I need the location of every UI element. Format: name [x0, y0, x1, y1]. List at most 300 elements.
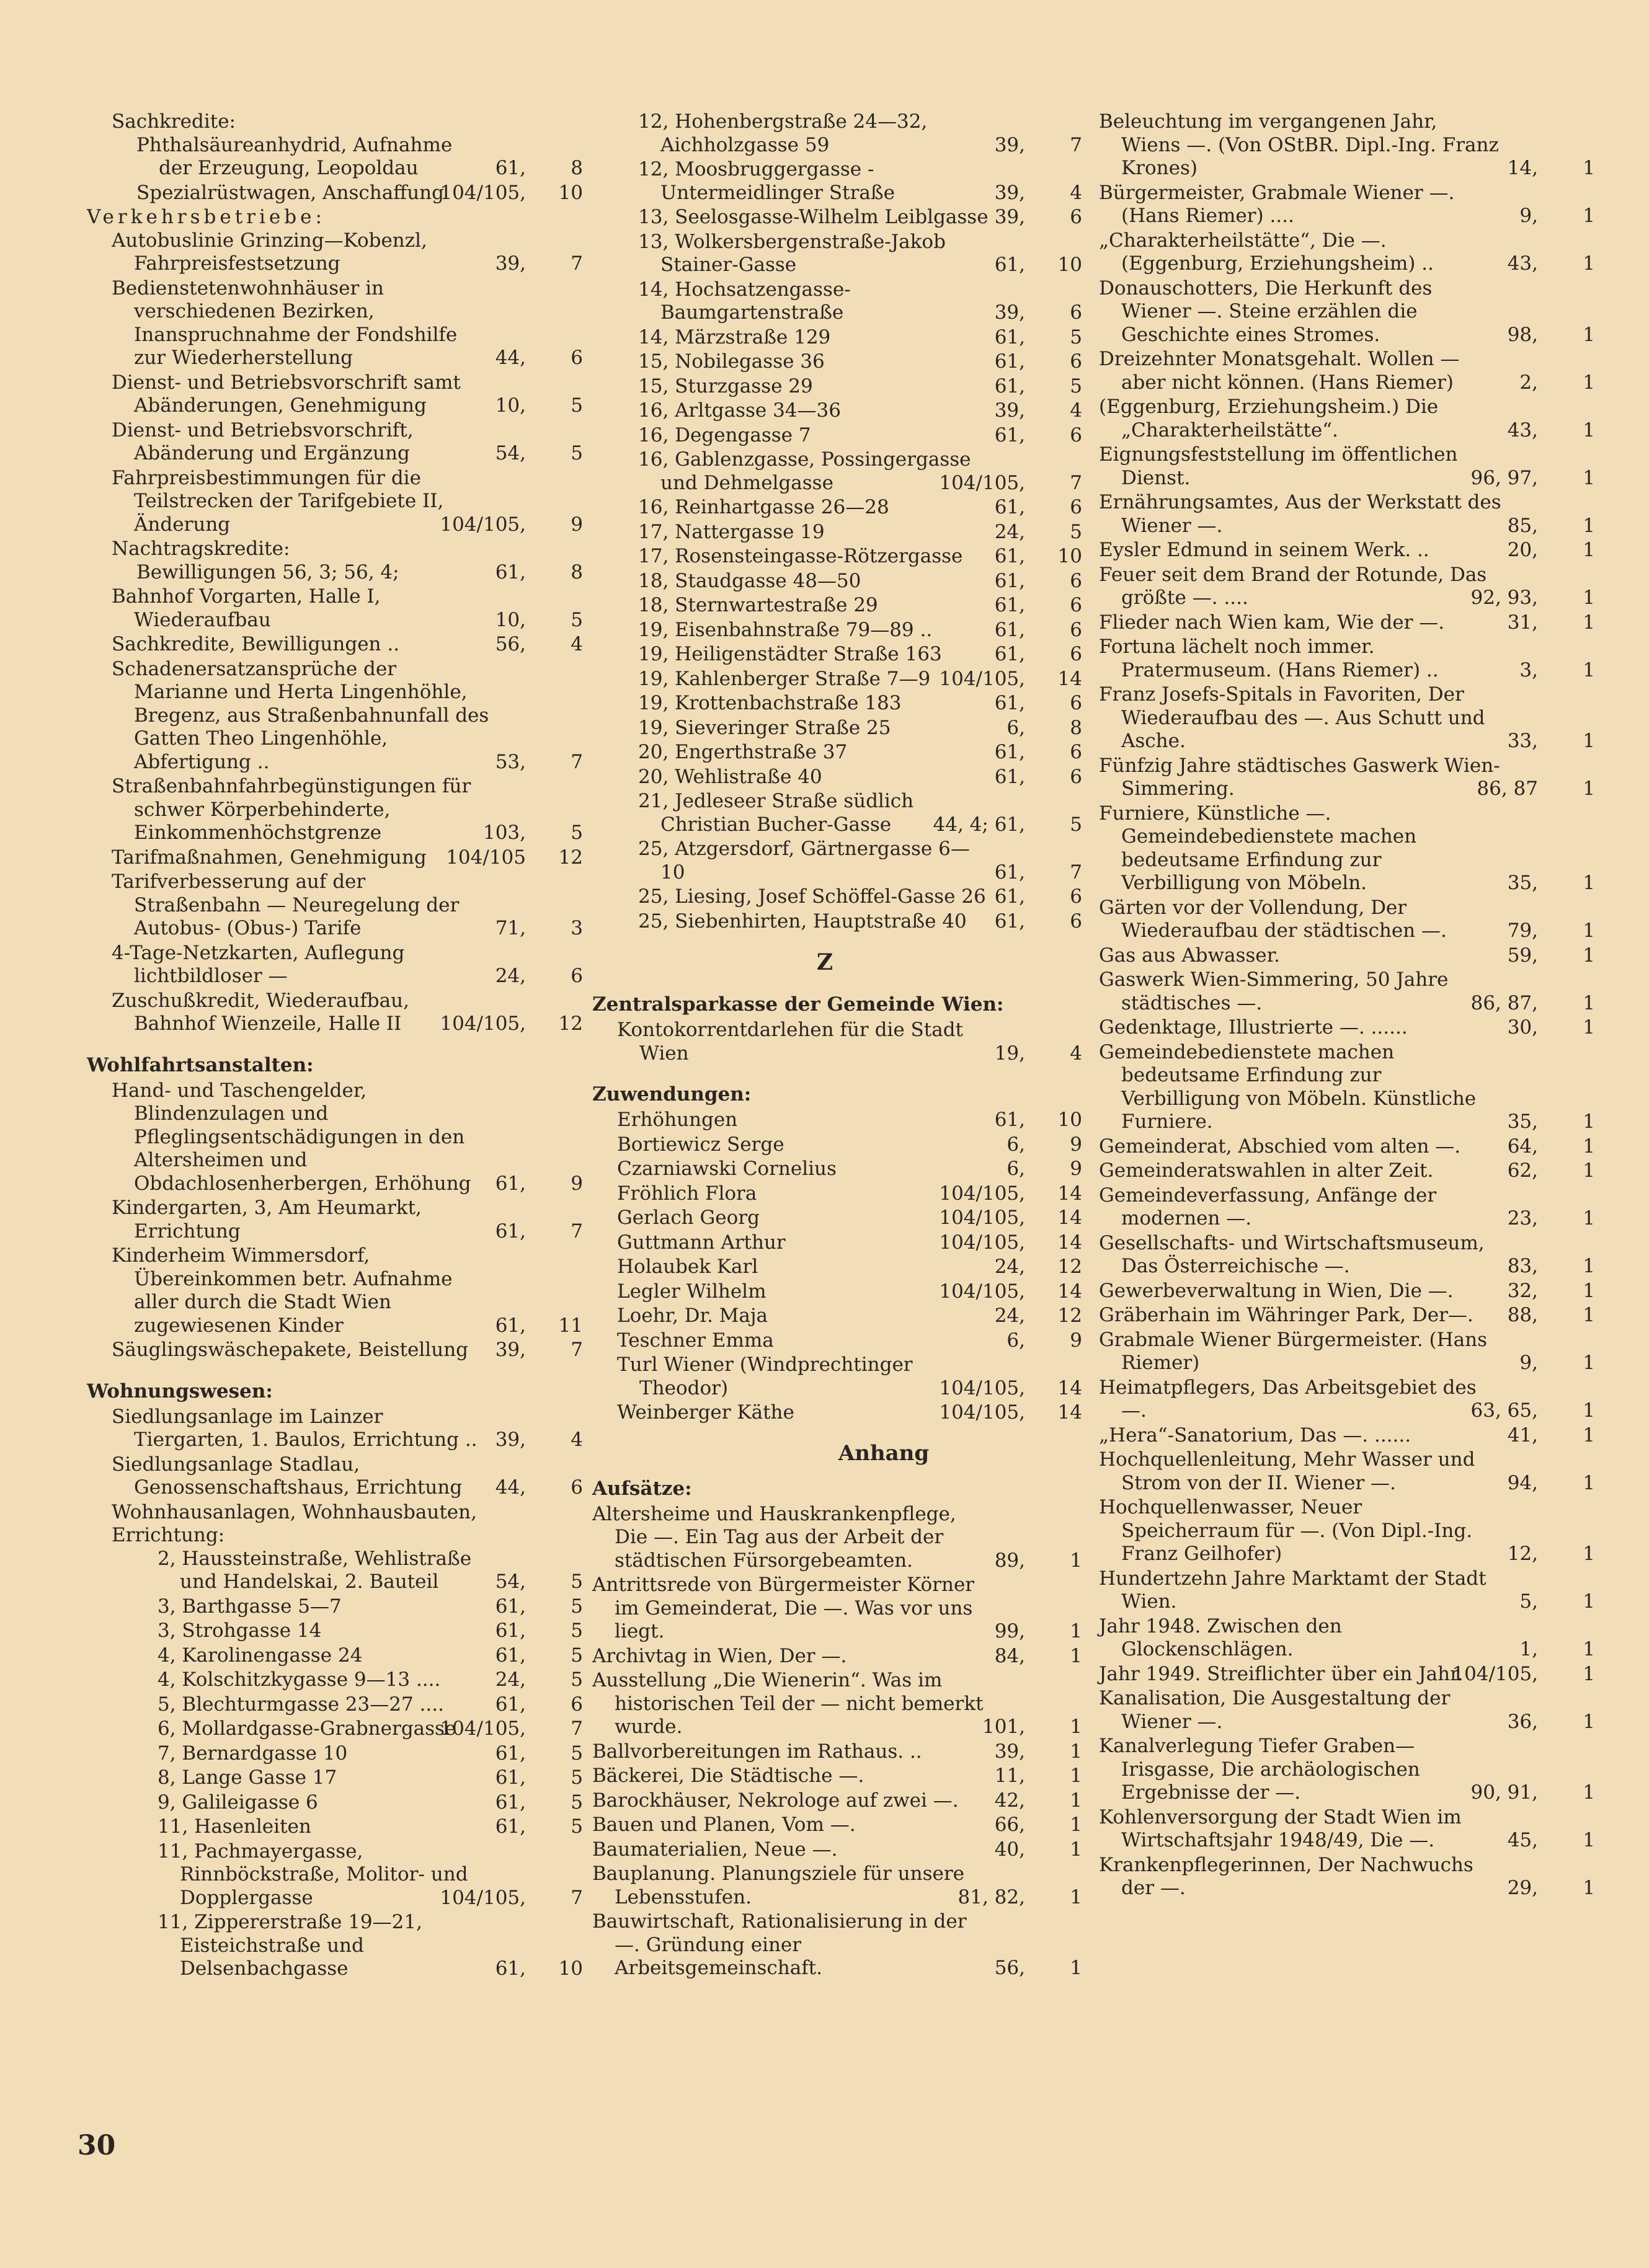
entry-number: 1	[1583, 466, 1595, 489]
entry-title: 9, Galileigasse 6	[158, 1791, 318, 1814]
index-entry	[592, 158, 1082, 205]
index-entry	[1099, 564, 1595, 610]
index-entry	[1099, 1304, 1595, 1327]
entry-title: Ernährungsamtes, Aus der Werkstatt des Wiener —.	[1099, 491, 1501, 537]
entry-page: 66,	[994, 1814, 1025, 1836]
index-entry	[592, 278, 1082, 325]
entry-title: Bauen und Planen, Vom —.	[592, 1814, 856, 1836]
entry-number: 5	[571, 442, 583, 464]
entry-page: 45,	[1507, 1829, 1538, 1851]
entry-title: Baumaterialien, Neue —.	[592, 1838, 838, 1861]
entry-title: Grabmale Wiener Bürgermeister. (Hans Riemer)	[1099, 1328, 1488, 1374]
entry-page: 61,	[994, 885, 1025, 908]
entry-page: 12,	[1507, 1543, 1538, 1565]
entry-number: 1	[1583, 1016, 1595, 1039]
index-entry	[592, 399, 1082, 423]
entry-page: 59,	[1507, 944, 1538, 967]
index-entry	[592, 424, 1082, 448]
entry-number: 7	[571, 750, 583, 773]
index-entry	[592, 1158, 1082, 1181]
index-entry	[87, 561, 583, 585]
entry-page: 36,	[1507, 1710, 1538, 1733]
entry-number: 6	[1070, 741, 1082, 763]
index-entry	[87, 1911, 583, 1981]
entry-title: Gerlach Georg	[617, 1207, 760, 1229]
entry-number: 1	[1070, 1789, 1082, 1812]
entry-title: Tarifverbesserung auf der Straßenbahn — Neuregelung der Autobus- (Obus-) Tarife	[112, 870, 460, 939]
entry-page: 44,	[495, 1476, 526, 1499]
index-entry	[592, 619, 1082, 642]
entry-number: 6	[1070, 496, 1082, 518]
entry-number: 1	[1583, 611, 1595, 634]
entry-page: 64,	[1507, 1135, 1538, 1158]
entry-title: Gemeinderatswahlen in alter Zeit.	[1099, 1159, 1434, 1182]
entry-page: 61,	[994, 741, 1025, 763]
entry-title: Gärten vor der Vollendung, Der Wiederaufbau der städtischen —.	[1099, 896, 1447, 942]
entry-page: 39,	[495, 1429, 526, 1451]
entry-page: 61,	[495, 1644, 526, 1667]
entry-page: 61,	[994, 545, 1025, 567]
entry-title: 19, Heiligenstädter Straße 163	[638, 643, 942, 665]
index-entry	[1099, 1280, 1595, 1303]
entry-page: 104/105	[446, 846, 526, 869]
entry-page: 24,	[994, 1256, 1025, 1278]
entry-number: 1	[1583, 1207, 1595, 1229]
index-entry	[592, 350, 1082, 374]
entry-title: Kontokorrentdarlehen für die Stadt Wien	[617, 1019, 964, 1065]
index-entry	[1099, 1041, 1595, 1134]
index-entry	[1099, 443, 1595, 490]
entry-number: 9	[571, 1172, 583, 1195]
entry-page: 42,	[994, 1789, 1025, 1812]
entry-number: 14	[1057, 1182, 1082, 1205]
entry-number: 6	[1070, 206, 1082, 228]
entry-page: 104/105,	[440, 1886, 526, 1909]
entry-title: Flieder nach Wien kam, Wie der —.	[1099, 611, 1445, 634]
entry-title: Gaswerk Wien-Simmering, 50 Jahre städtisches —.	[1099, 968, 1449, 1014]
entry-number: 1	[1583, 1352, 1595, 1374]
index-entry	[1099, 944, 1595, 968]
entry-number: 1	[1070, 1957, 1082, 1979]
entry-page: 24,	[994, 1305, 1025, 1327]
index-entry	[1099, 1232, 1595, 1278]
entry-page: 39,	[994, 206, 1025, 228]
entry-number: 1	[1583, 1424, 1595, 1446]
entry-page: 53,	[495, 750, 526, 773]
entry-number: 1	[1583, 1399, 1595, 1422]
index-entry	[592, 1740, 1082, 1764]
index-entry	[1099, 1016, 1595, 1040]
index-entry	[87, 182, 583, 205]
index-entry	[1099, 1496, 1595, 1566]
entry-title: Donauschotters, Die Herkunft des Wiener —. Steine erzählen die Geschichte eines Stromes.	[1099, 277, 1433, 346]
entry-page: 24,	[994, 520, 1025, 543]
entry-page: 61,	[994, 765, 1025, 788]
entry-number: 7	[1070, 133, 1082, 156]
entry-number: 5	[1070, 813, 1082, 836]
index-column-1	[87, 110, 583, 1982]
entry-number: 1	[1583, 730, 1595, 752]
entry-page: 39,	[495, 252, 526, 275]
index-entry	[1099, 1567, 1595, 1614]
entry-number: 7	[571, 1339, 583, 1361]
entry-title: Zuschußkredit, Wiederaufbau, Bahnhof Wienzeile, Halle II	[112, 989, 409, 1035]
entry-number: 5	[571, 822, 583, 844]
index-entry	[87, 1644, 583, 1668]
entry-number: 1	[1583, 1304, 1595, 1326]
entry-title: Heimatpflegers, Das Arbeitsgebiet des —.	[1099, 1376, 1477, 1422]
entry-title: Jahr 1949. Streiflichter über ein Jahr.	[1099, 1662, 1464, 1685]
entry-title: Kindergarten, 3, Am Heumarkt, Errichtung	[112, 1197, 422, 1243]
entry-title: „Hera“-Sanatorium, Das —. ......	[1099, 1424, 1411, 1446]
index-entry	[87, 229, 583, 276]
entry-number: 7	[571, 1886, 583, 1909]
entry-title: Erhöhungen	[617, 1109, 738, 1131]
entry-title: Hochquellenleitung, Mehr Wasser und Strom von der II. Wiener —.	[1099, 1448, 1475, 1494]
entry-number: 6	[1070, 618, 1082, 641]
entry-title: 4-Tage-Netzkarten, Auflegung lichtbildloser —	[112, 941, 405, 987]
entry-title: Kohlenversorgung der Stadt Wien im Wirtschaftsjahr 1948/49, Die —.	[1099, 1805, 1462, 1851]
entry-title: Teschner Emma	[617, 1329, 774, 1352]
entry-page: 10,	[495, 608, 526, 631]
entry-page: 23,	[1507, 1207, 1538, 1229]
entry-title: 20, Engerthstraße 37	[638, 741, 848, 763]
index-entry	[592, 594, 1082, 618]
entry-title: 12, Moosbruggergasse - Untermeidlinger Straße	[638, 158, 895, 204]
entry-title: 19, Eisenbahnstraße 79—89 ..	[638, 618, 933, 641]
alphabet-letter: Z	[816, 949, 833, 975]
entry-title: 16, Degengasse 7	[638, 423, 811, 446]
index-entry	[1099, 897, 1595, 943]
entry-page: 40,	[994, 1838, 1025, 1861]
entry-page: 24,	[495, 965, 526, 987]
index-entry	[87, 585, 583, 632]
index-entry	[87, 1406, 583, 1452]
index-entry	[1099, 1663, 1595, 1686]
entry-page: 61,	[994, 569, 1025, 592]
entry-page: 81, 82,	[958, 1885, 1025, 1908]
index-entry	[592, 1231, 1082, 1255]
entry-number: 1	[1583, 323, 1595, 346]
index-entry	[592, 790, 1082, 836]
index-entry	[1099, 182, 1595, 228]
entry-number: 7	[1070, 471, 1082, 494]
entry-number: 1	[1583, 658, 1595, 681]
entry-number: 1	[1583, 1710, 1595, 1733]
entry-number: 1	[1070, 1740, 1082, 1763]
index-entry	[1099, 968, 1595, 1015]
index-entry	[87, 1742, 583, 1766]
index-entry	[87, 633, 583, 657]
entry-number: 5	[1070, 520, 1082, 543]
entry-number: 5	[571, 1668, 583, 1691]
entry-page: 99,	[994, 1620, 1025, 1642]
entry-title: Gräberhain im Währinger Park, Der—.	[1099, 1304, 1473, 1326]
entry-page: 54,	[495, 442, 526, 464]
entry-number: 6	[1070, 594, 1082, 616]
index-entry	[592, 1353, 1082, 1400]
entry-title: Schadenersatzansprüche der Marianne und Herta Lingenhöhle, Bregenz, aus Straßenbahnunfall des Gatten Theo Lingenhöhle, Abfertigung ..	[112, 657, 489, 773]
entry-title: Straßenbahnfahrbegünstigungen für schwer Körperbehinderte, Einkommenhöchstgrenze	[112, 775, 471, 844]
entry-title: Gemeindebedienstete machen bedeutsame Erfindung zur Verbilligung von Möbeln. Künstliche Furniere.	[1099, 1040, 1477, 1133]
entry-number: 4	[1070, 181, 1082, 204]
index-column-3	[1099, 110, 1595, 1902]
entry-number: 1	[1583, 944, 1595, 967]
entry-number: 4	[1070, 399, 1082, 422]
entry-title: Holaubek Karl	[617, 1256, 758, 1278]
index-entry	[1099, 229, 1595, 276]
entry-number: 1	[1070, 1549, 1082, 1572]
entry-title: Gesellschafts- und Wirtschaftsmuseum, Das Österreichische —.	[1099, 1231, 1485, 1277]
entry-number: 1	[1583, 514, 1595, 537]
index-entry	[1099, 491, 1595, 538]
entry-number: 1	[1070, 1716, 1082, 1738]
page-number: 30	[78, 2130, 116, 2161]
entry-number: 5	[571, 1815, 583, 1838]
entry-page: 83,	[1507, 1255, 1538, 1277]
entry-title: Tarifmaßnahmen, Genehmigung	[112, 846, 427, 869]
index-entry	[592, 570, 1082, 593]
entry-title: Eignungsfeststellung im öffentlichen Dienst.	[1099, 443, 1458, 489]
section-heading: Zuwendungen:	[592, 1083, 752, 1105]
entry-page: 61,	[495, 1595, 526, 1618]
entry-number: 14	[1057, 1401, 1082, 1424]
entry-title: Bauwirtschaft, Rationalisierung in der —. Gründung einer Arbeitsgemeinschaft.	[592, 1910, 967, 1979]
entry-title: 14, Märzstraße 129	[638, 326, 831, 348]
entry-title: 12, Hohenbergstraße 24—32, Aichholzgasse 59	[638, 110, 928, 156]
section-heading: Wohlfahrtsanstalten:	[87, 1053, 314, 1076]
entry-title: Fortuna lächelt noch immer. Pratermuseum. (Hans Riemer) ..	[1099, 636, 1439, 681]
section-heading: Wohnungswesen:	[87, 1380, 273, 1402]
entry-page: 61,	[994, 861, 1025, 884]
index-entry	[87, 371, 583, 418]
entry-title: Siedlungsanlage im Lainzer Tiergarten, 1. Baulos, Errichtung ..	[112, 1405, 478, 1451]
index-entry	[1099, 396, 1595, 442]
entry-page: 35,	[1507, 1110, 1538, 1133]
entry-title: Hundertzehn Jahre Marktamt der Stadt Wien.	[1099, 1567, 1487, 1613]
entry-title: Ausstellung „Die Wienerin“. Was im historischen Teil der — nicht bemerkt wurde.	[592, 1669, 984, 1738]
entry-title: 8, Lange Gasse 17	[158, 1766, 337, 1789]
entry-title: 11, Pachmayergasse, Rinnböckstraße, Molitor- und Dopplergasse	[158, 1840, 468, 1909]
entry-title: 6, Mollardgasse-Grabnergasse	[158, 1717, 456, 1740]
entry-number: 6	[1070, 885, 1082, 908]
entry-page: 61,	[495, 1172, 526, 1195]
index-entry	[592, 668, 1082, 691]
index-entry	[592, 1329, 1082, 1353]
index-entry	[87, 870, 583, 941]
entry-page: 5,	[1519, 1590, 1538, 1613]
index-entry	[592, 1256, 1082, 1279]
entry-number: 1	[1583, 205, 1595, 227]
entry-title: 15, Sturzgasse 29	[638, 374, 813, 397]
entry-number: 4	[571, 633, 583, 655]
entry-number: 6	[1070, 350, 1082, 373]
entry-page: 24,	[495, 1668, 526, 1691]
entry-title: 25, Liesing, Josef Schöffel-Gasse 26	[638, 885, 986, 908]
index-entry	[1099, 348, 1595, 394]
entry-page: 31,	[1507, 611, 1538, 634]
entry-number: 8	[1070, 716, 1082, 739]
index-entry	[1099, 755, 1595, 801]
index-entry	[592, 910, 1082, 934]
entry-title: 19, Sieveringer Straße 25	[638, 716, 891, 739]
index-entry	[592, 231, 1082, 277]
entry-number: 8	[571, 560, 583, 583]
entry-title: 4, Kolschitzkygasse 9—13 ....	[158, 1668, 441, 1691]
index-entry	[87, 990, 583, 1036]
subsection-label: Nachtragskredite:	[112, 538, 290, 560]
entry-number: 6	[571, 1476, 583, 1499]
index-column-2	[592, 110, 1082, 1982]
entry-page: 84,	[994, 1644, 1025, 1667]
entry-page: 39,	[994, 1740, 1025, 1763]
entry-number: 6	[571, 347, 583, 369]
entry-number: 10	[1057, 1109, 1082, 1131]
index-entry	[87, 467, 583, 537]
entry-number: 1	[1583, 1543, 1595, 1565]
entry-page: 61,	[994, 1109, 1025, 1131]
entry-title: Beleuchtung im vergangenen Jahr, Wiens —. (Von OStBR. Dipl.-Ing. Franz Krones)	[1099, 110, 1499, 179]
entry-title: Franz Josefs-Spitals in Favoriten, Der Wiederaufbau des —. Aus Schutt und Asche.	[1099, 683, 1485, 752]
entry-page: 19,	[994, 1042, 1025, 1065]
entry-number: 7	[571, 1717, 583, 1740]
entry-page: 10,	[495, 394, 526, 417]
entry-title: Altersheime und Hauskrankenpflege, Die —. Ein Tag aus der Arbeit der städtischen Fürsorgebeamten.	[592, 1502, 956, 1572]
index-entry	[592, 521, 1082, 544]
entry-page: 89,	[994, 1549, 1025, 1572]
entry-number: 1	[1583, 1471, 1595, 1494]
index-entry	[87, 1244, 583, 1337]
entry-title: Furniere, Künstliche —. Gemeindebedienstete machen bedeutsame Erfindung zur Verbilligung von Möbeln.	[1099, 802, 1417, 894]
entry-number: 7	[1070, 861, 1082, 884]
entry-number: 5	[571, 1644, 583, 1667]
entry-title: Kanalverlegung Tiefer Graben—Irisgasse, Die archäologischen Ergebnisse der —.	[1099, 1735, 1420, 1804]
entry-page: 104/105,	[440, 513, 526, 536]
entry-number: 1	[1583, 157, 1595, 179]
entry-page: 61,	[994, 618, 1025, 641]
entry-page: 33,	[1507, 730, 1538, 752]
entry-page: 61,	[495, 1314, 526, 1337]
index-entry	[592, 741, 1082, 764]
entry-number: 6	[1070, 423, 1082, 446]
index-entry	[87, 1791, 583, 1815]
index-entry	[592, 448, 1082, 495]
entry-page: 2,	[1519, 371, 1538, 394]
entry-title: Bauplanung. Planungsziele für unsere Lebensstufen.	[592, 1863, 964, 1908]
entry-page: 6,	[1007, 716, 1025, 739]
entry-title: „Charakterheilstätte“, Die —. (Eggenburg, Erziehungsheim) ..	[1099, 229, 1434, 275]
entry-number: 9	[1070, 1133, 1082, 1156]
entry-number: 1	[1583, 991, 1595, 1014]
entry-title: 4, Karolinengasse 24	[158, 1644, 363, 1667]
entry-title: 11, Hasenleiten	[158, 1815, 311, 1838]
entry-page: 88,	[1507, 1304, 1538, 1326]
entry-page: 104/105,	[939, 1280, 1025, 1303]
entry-title: 15, Nobilegasse 36	[638, 350, 825, 373]
index-entry	[1099, 1448, 1595, 1495]
entry-number: 10	[558, 181, 583, 204]
entry-page: 20,	[1507, 539, 1538, 561]
entry-title: Bedienstetenwohnhäuser in verschiedenen Bezirken, Inanspruchnahme der Fondshilfe zur Wiederherstellung	[112, 277, 458, 369]
entry-page: 104/105,	[939, 1401, 1025, 1424]
entry-number: 1	[1070, 1838, 1082, 1861]
index-entry	[1099, 110, 1595, 180]
section-heading: Verkehrsbetriebe:	[87, 206, 326, 228]
entry-page: 98,	[1507, 323, 1538, 346]
entry-number: 12	[1057, 1256, 1082, 1278]
entry-title: Legler Wilhelm	[617, 1280, 767, 1303]
entry-number: 1	[1583, 1877, 1595, 1899]
index-entry	[592, 326, 1082, 350]
index-entry	[592, 1765, 1082, 1788]
entry-title: (Eggenburg, Erziehungsheim.) Die „Charakterheilstätte“.	[1099, 396, 1439, 441]
index-entry	[87, 1840, 583, 1910]
entry-title: Kanalisation, Die Ausgestaltung der Wiener —.	[1099, 1687, 1451, 1733]
index-entry	[87, 1453, 583, 1500]
entry-number: 9	[571, 513, 583, 536]
entry-page: 61,	[994, 910, 1025, 932]
entry-page: 61,	[495, 1815, 526, 1838]
entry-page: 61,	[994, 254, 1025, 276]
index-entry	[592, 1280, 1082, 1304]
entry-page: 104/105,	[440, 1717, 526, 1740]
entry-title: 16, Reinhartgasse 26—28	[638, 496, 889, 518]
entry-title: 21, Jedleseer Straße südlich Christian Bucher-Gasse	[638, 790, 914, 836]
entry-page: 43,	[1507, 419, 1538, 441]
entry-page: 61,	[495, 560, 526, 583]
entry-number: 6	[1070, 569, 1082, 592]
entry-title: Turl Wiener (Windprechtinger Theodor)	[617, 1353, 913, 1399]
entry-page: 61,	[495, 1742, 526, 1765]
entry-title: 13, Wolkersbergenstraße-Jakob Stainer-Gasse	[638, 230, 946, 276]
index-entry	[87, 1668, 583, 1692]
entry-number: 1	[1583, 1662, 1595, 1685]
entry-number: 1	[1583, 419, 1595, 441]
index-entry	[592, 110, 1082, 157]
entry-title: Gas aus Abwasser.	[1099, 944, 1280, 967]
entry-page: 56,	[495, 633, 526, 655]
entry-page: 56,	[994, 1957, 1025, 1979]
entry-title: Fröhlich Flora	[617, 1182, 757, 1205]
entry-title: Bortiewicz Serge	[617, 1133, 784, 1156]
index-entry	[1099, 1735, 1595, 1805]
entry-page: 94,	[1507, 1471, 1538, 1494]
entry-title: Eysler Edmund in seinem Werk. ..	[1099, 539, 1429, 561]
entry-number: 5	[571, 1766, 583, 1789]
entry-page: 29,	[1507, 1877, 1538, 1899]
entry-number: 7	[571, 1220, 583, 1243]
entry-page: 92, 93,	[1470, 587, 1538, 609]
index-entry	[1099, 1159, 1595, 1183]
entry-number: 3	[571, 917, 583, 939]
entry-number: 12	[558, 1012, 583, 1035]
index-entry	[87, 277, 583, 370]
index-entry	[1099, 1806, 1595, 1853]
entry-number: 11	[558, 1314, 583, 1337]
entry-page: 6,	[1007, 1133, 1025, 1156]
entry-page: 39,	[994, 301, 1025, 324]
entry-page: 9,	[1519, 1352, 1538, 1374]
entry-title: 16, Arltgasse 34—36	[638, 399, 841, 422]
index-entry	[592, 717, 1082, 740]
index-entry	[87, 1197, 583, 1243]
entry-page: 61,	[495, 1220, 526, 1243]
index-entry	[87, 134, 583, 180]
index-entry	[592, 1207, 1082, 1230]
entry-page: 61,	[495, 1957, 526, 1980]
entry-number: 6	[1070, 643, 1082, 665]
entry-page: 96, 97,	[1470, 466, 1538, 489]
